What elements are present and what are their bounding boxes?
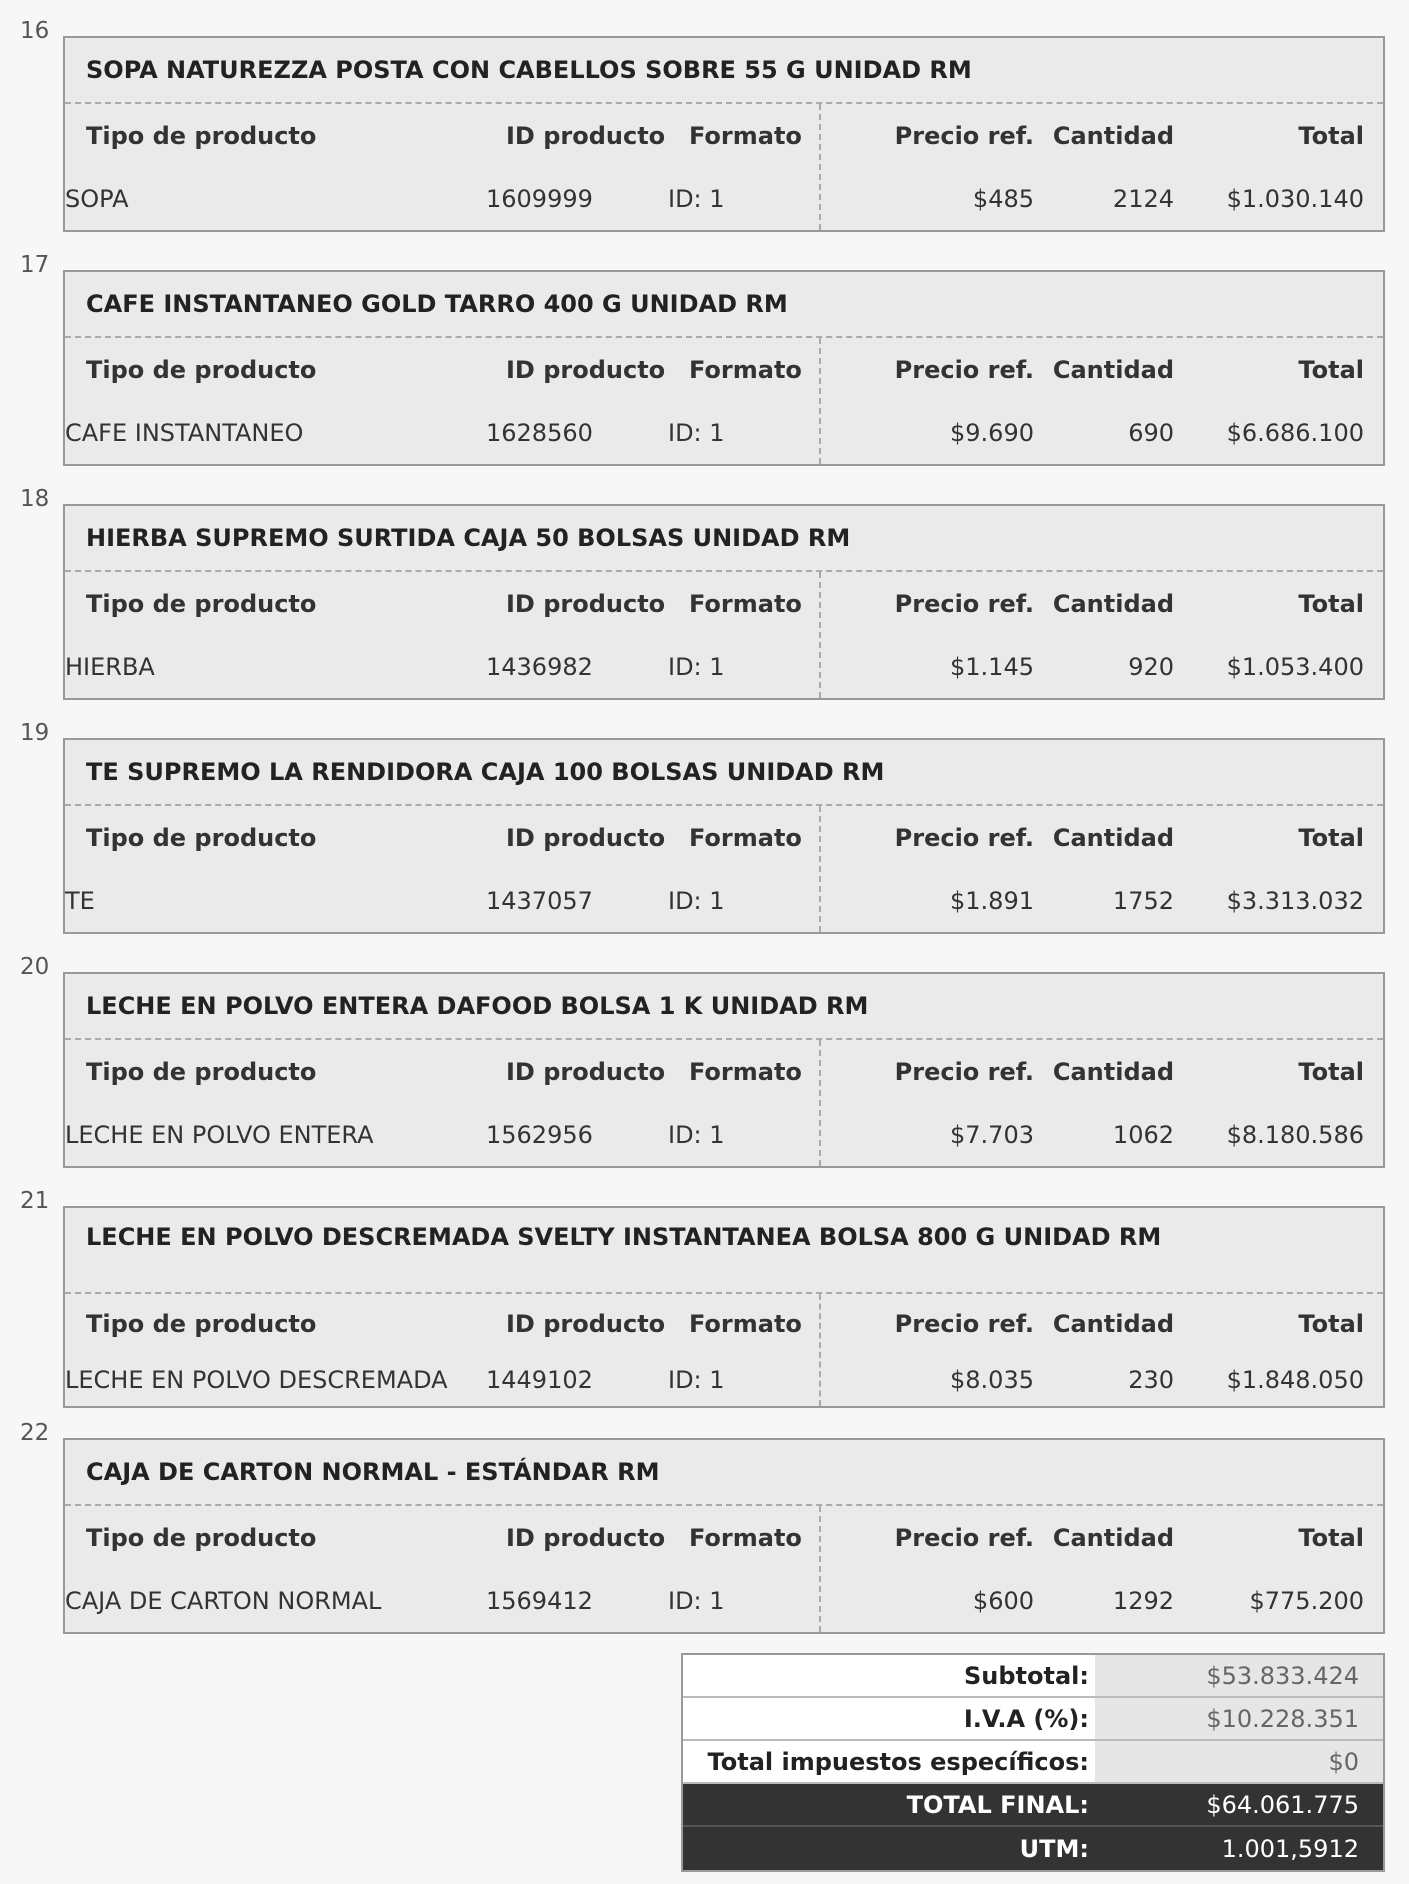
header-tipo: Tipo de producto (86, 590, 317, 618)
header-cantidad: Cantidad (1052, 590, 1174, 618)
iva-row (683, 1698, 1383, 1741)
header-total: Total (1298, 590, 1364, 618)
value-tipo: HIERBA (65, 653, 155, 681)
value-tipo: SOPA (65, 185, 129, 213)
item-title: CAFE INSTANTANEO GOLD TARRO 400 G UNIDAD RM (65, 272, 1383, 338)
header-total: Total (1298, 356, 1364, 384)
item-number: 21 (20, 1188, 50, 1214)
value-total: $6.686.100 (1226, 419, 1364, 447)
header-total: Total (1298, 122, 1364, 150)
value-id: 1437057 (486, 887, 593, 915)
header-cantidad: Cantidad (1052, 356, 1174, 384)
utm-label: UTM: (1019, 1834, 1089, 1863)
value-total: $1.848.050 (1226, 1366, 1364, 1394)
header-id: ID producto (506, 1058, 666, 1086)
value-cantidad: 1292 (1112, 1587, 1174, 1615)
iva-value: $10.228.351 (1095, 1698, 1383, 1739)
value-id: 1609999 (486, 185, 593, 213)
header-row (65, 572, 1383, 636)
subtotal-row (683, 1655, 1383, 1698)
header-formato: Formato (689, 590, 802, 618)
header-total: Total (1298, 824, 1364, 852)
header-id: ID producto (506, 1524, 666, 1552)
header-row (65, 1040, 1383, 1104)
value-tipo: CAJA DE CARTON NORMAL (65, 1587, 382, 1615)
header-tipo: Tipo de producto (86, 122, 317, 150)
item-number: 16 (20, 18, 50, 44)
total-final-value: $64.061.775 (1095, 1784, 1383, 1825)
value-cantidad: 1062 (1112, 1121, 1174, 1149)
item-title: LECHE EN POLVO ENTERA DAFOOD BOLSA 1 K UNIDAD RM (65, 974, 1383, 1040)
header-tipo: Tipo de producto (86, 824, 317, 852)
value-precio: $600 (972, 1587, 1034, 1615)
item-card (63, 270, 1385, 466)
item-card (63, 972, 1385, 1168)
value-id: 1628560 (486, 419, 593, 447)
item-number: 19 (20, 720, 50, 746)
header-precio: Precio ref. (894, 1524, 1034, 1552)
header-tipo: Tipo de producto (86, 1058, 317, 1086)
header-row (65, 104, 1383, 168)
value-precio: $485 (972, 185, 1034, 213)
value-id: 1436982 (486, 653, 593, 681)
item-number: 22 (20, 1420, 50, 1446)
value-id: 1569412 (486, 1587, 593, 1615)
item-title: TE SUPREMO LA RENDIDORA CAJA 100 BOLSAS UNIDAD RM (65, 740, 1383, 806)
impuestos-value: $0 (1095, 1741, 1383, 1782)
header-cantidad: Cantidad (1052, 1310, 1174, 1338)
header-precio: Precio ref. (894, 356, 1034, 384)
header-precio: Precio ref. (894, 122, 1034, 150)
header-row (65, 338, 1383, 402)
value-tipo: LECHE EN POLVO ENTERA (65, 1121, 374, 1149)
value-row (65, 870, 1383, 932)
header-formato: Formato (689, 1524, 802, 1552)
header-id: ID producto (506, 356, 666, 384)
value-tipo: CAFE INSTANTANEO (65, 419, 304, 447)
value-id: 1449102 (486, 1366, 593, 1394)
value-precio: $7.703 (950, 1121, 1034, 1149)
header-id: ID producto (506, 122, 666, 150)
header-precio: Precio ref. (894, 1058, 1034, 1086)
header-row (65, 806, 1383, 870)
header-id: ID producto (506, 1310, 666, 1338)
header-precio: Precio ref. (894, 590, 1034, 618)
header-formato: Formato (689, 1310, 802, 1338)
item-card (63, 1206, 1385, 1408)
value-formato: ID: 1 (668, 653, 725, 681)
value-row (65, 402, 1383, 464)
utm-value: 1.001,5912 (1095, 1827, 1383, 1870)
iva-label: I.V.A (%): (963, 1704, 1089, 1733)
header-cantidad: Cantidad (1052, 1058, 1174, 1086)
value-formato: ID: 1 (668, 1366, 725, 1394)
value-formato: ID: 1 (668, 1587, 725, 1615)
value-precio: $1.891 (950, 887, 1034, 915)
value-row (65, 1570, 1383, 1632)
header-formato: Formato (689, 824, 802, 852)
value-total: $1.053.400 (1226, 653, 1364, 681)
value-row (65, 1354, 1383, 1406)
value-cantidad: 690 (1128, 419, 1174, 447)
item-title: CAJA DE CARTON NORMAL - ESTÁNDAR RM (65, 1440, 1383, 1506)
utm-row (683, 1827, 1383, 1870)
value-total: $3.313.032 (1226, 887, 1364, 915)
header-cantidad: Cantidad (1052, 1524, 1174, 1552)
value-row (65, 636, 1383, 698)
totals-summary (681, 1653, 1385, 1872)
item-title: LECHE EN POLVO DESCREMADA SVELTY INSTANTANEA BOLSA 800 G UNIDAD RM (65, 1208, 1383, 1294)
header-formato: Formato (689, 356, 802, 384)
subtotal-label: Subtotal: (963, 1661, 1089, 1690)
total-final-label: TOTAL FINAL: (906, 1790, 1089, 1819)
value-precio: $8.035 (950, 1366, 1034, 1394)
value-tipo: TE (65, 887, 95, 915)
header-total: Total (1298, 1524, 1364, 1552)
header-formato: Formato (689, 1058, 802, 1086)
item-number: 20 (20, 954, 50, 980)
item-card (63, 36, 1385, 232)
value-cantidad: 230 (1128, 1366, 1174, 1394)
header-precio: Precio ref. (894, 1310, 1034, 1338)
item-title: HIERBA SUPREMO SURTIDA CAJA 50 BOLSAS UNIDAD RM (65, 506, 1383, 572)
header-tipo: Tipo de producto (86, 1524, 317, 1552)
impuestos-label: Total impuestos específicos: (707, 1747, 1089, 1776)
value-formato: ID: 1 (668, 419, 725, 447)
value-precio: $9.690 (950, 419, 1034, 447)
header-tipo: Tipo de producto (86, 1310, 317, 1338)
header-row (65, 1294, 1383, 1354)
value-tipo: LECHE EN POLVO DESCREMADA (65, 1366, 448, 1394)
header-total: Total (1298, 1310, 1364, 1338)
total-final-row (683, 1784, 1383, 1827)
item-title: SOPA NATUREZZA POSTA CON CABELLOS SOBRE 55 G UNIDAD RM (65, 38, 1383, 104)
value-total: $8.180.586 (1226, 1121, 1364, 1149)
value-formato: ID: 1 (668, 887, 725, 915)
header-id: ID producto (506, 824, 666, 852)
value-row (65, 1104, 1383, 1166)
impuestos-row (683, 1741, 1383, 1784)
header-id: ID producto (506, 590, 666, 618)
header-cantidad: Cantidad (1052, 122, 1174, 150)
value-total: $1.030.140 (1226, 185, 1364, 213)
value-cantidad: 2124 (1112, 185, 1174, 213)
value-cantidad: 1752 (1112, 887, 1174, 915)
value-id: 1562956 (486, 1121, 593, 1149)
value-total: $775.200 (1249, 1587, 1364, 1615)
header-formato: Formato (689, 122, 802, 150)
header-row (65, 1506, 1383, 1570)
value-precio: $1.145 (950, 653, 1034, 681)
header-precio: Precio ref. (894, 824, 1034, 852)
subtotal-value: $53.833.424 (1095, 1655, 1383, 1696)
value-formato: ID: 1 (668, 185, 725, 213)
value-row (65, 168, 1383, 230)
item-number: 17 (20, 252, 50, 278)
value-cantidad: 920 (1128, 653, 1174, 681)
item-card (63, 1438, 1385, 1634)
header-tipo: Tipo de producto (86, 356, 317, 384)
item-number: 18 (20, 486, 50, 512)
item-card (63, 738, 1385, 934)
item-card (63, 504, 1385, 700)
value-formato: ID: 1 (668, 1121, 725, 1149)
header-total: Total (1298, 1058, 1364, 1086)
header-cantidad: Cantidad (1052, 824, 1174, 852)
